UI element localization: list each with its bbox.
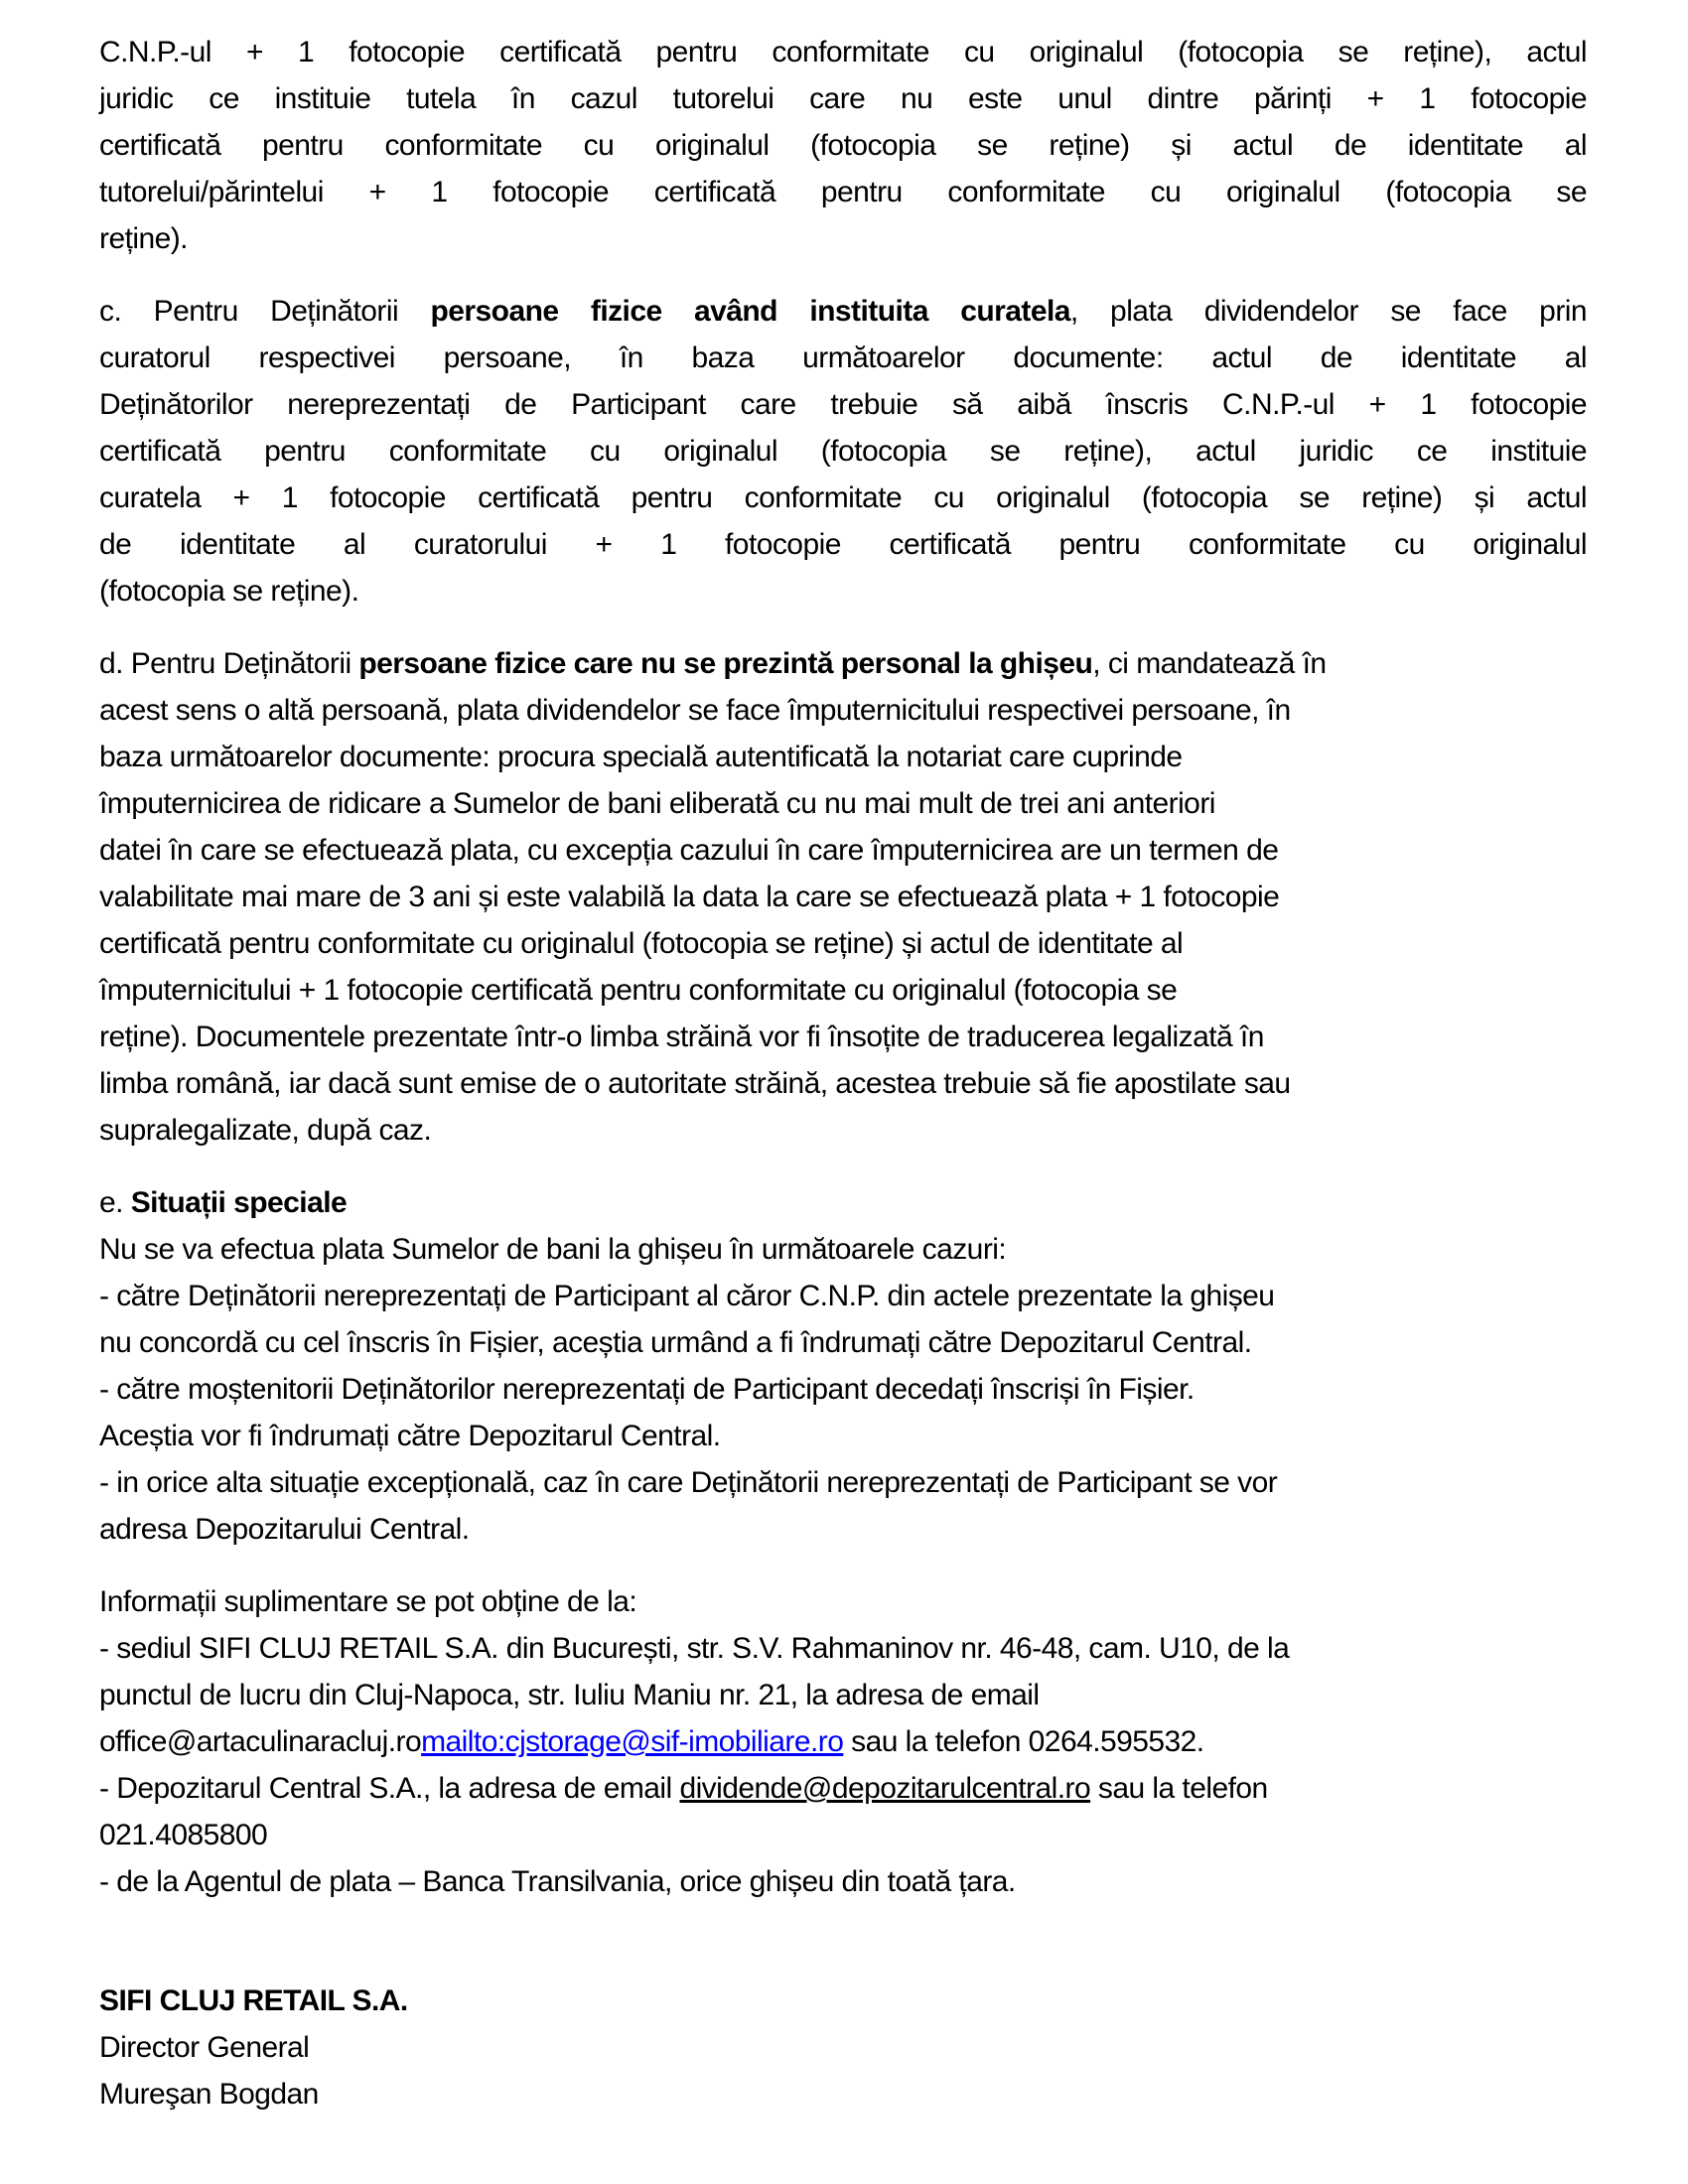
list-item: - de la Agentul de plata – Banca Transilvania, orice ghișeu din toată țara.: [99, 1865, 1016, 1898]
list-item: - către Deținătorii nereprezentați de Participant al căror C.N.P. din actele prezentate la ghișeu: [99, 1280, 1275, 1312]
depozitar-prefix: - Depozitarul Central S.A., la adresa de email: [99, 1772, 680, 1805]
list-item: [99, 1765, 1587, 1812]
text-line: împuternicitului + 1 fotocopie certificată pentru conformitate cu originalul (fotocopia se: [99, 974, 1178, 1007]
text-line: certificată pentru conformitate cu originalul (fotocopia se reține) și actul de identitate al: [99, 927, 1184, 960]
dividende-email-link[interactable]: dividende@depozitarulcentral.ro: [679, 1772, 1091, 1805]
signature-block: [99, 1978, 1587, 2117]
text-line: Deținătorilor nereprezentați de Participant care trebuie să aibă înscris C.N.P.-ul + 1 fotocopie: [99, 388, 1587, 421]
text-line: baza următoarelor documente: procura specială autentificată la notariat care cuprinde: [99, 741, 1183, 773]
section-e-title: Situații speciale: [130, 1186, 348, 1219]
phone-text: sau la telefon 0264.595532.: [843, 1725, 1204, 1758]
text-line: adresa Depozitarului Central.: [99, 1513, 470, 1546]
list-item: - in orice alta situație excepțională, caz în care Deținătorii nereprezentați de Participant se vor: [99, 1466, 1278, 1499]
text-line: curatorul respectivei persoane, în baza următoarelor documente: actul de identitate al: [99, 341, 1587, 374]
paragraph-d-line1-rest: , ci mandatează în: [1092, 647, 1327, 680]
text-line: acest sens o altă persoană, plata dividendelor se face împuternicitului respectivei persoane, în: [99, 694, 1291, 727]
document-page: [99, 29, 1587, 2117]
signature-title: Director General: [99, 2031, 310, 2064]
paragraph-c-emphasis: persoane fizice având instituita curatela: [430, 295, 1070, 328]
paragraph-c-line1-rest: , plata dividendelor se face prin: [1069, 295, 1588, 328]
text-line: punctul de lucru din Cluj-Napoca, str. Iuliu Maniu nr. 21, la adresa de email: [99, 1679, 1040, 1711]
info-intro: Informații suplimentare se pot obține de la:: [99, 1585, 637, 1618]
depozitar-rest: sau la telefon: [1090, 1772, 1268, 1805]
list-item: - sediul SIFI CLUJ RETAIL S.A. din București, str. S.V. Rahmaninov nr. 46-48, cam. U10, de la: [99, 1632, 1290, 1665]
text-line: Nu se va efectua plata Sumelor de bani la ghișeu în următoarele cazuri:: [99, 1233, 1007, 1266]
text-line: curatela + 1 fotocopie certificată pentru conformitate cu originalul (fotocopia se reține) și actul: [99, 481, 1587, 514]
text-line: reține). Documentele prezentate într-o limba străină vor fi însoțite de traducerea legalizată în: [99, 1021, 1264, 1053]
paragraph-b-continuation: [99, 29, 1587, 262]
text-line: limba română, iar dacă sunt emise de o autoritate străină, acestea trebuie să fie apostilate sau: [99, 1067, 1291, 1100]
list-item: - către moștenitorii Deținătorilor nereprezentați de Participant decedați înscriși în Fișier.: [99, 1373, 1195, 1406]
paragraph-d-emphasis: persoane fizice care nu se prezintă personal la ghișeu: [358, 647, 1093, 680]
paragraph-c-prefix: c. Pentru Deținătorii: [99, 295, 431, 328]
office-email-text: office@artaculinaracluj.ro: [99, 1725, 422, 1758]
text-line: juridic ce instituie tutela în cazul tutorelui care nu este unul dintre părinți + 1 fotocopie: [99, 82, 1587, 115]
section-e-prefix: e.: [99, 1186, 131, 1219]
paragraph-d-prefix: d. Pentru Deținătorii: [99, 647, 359, 680]
paragraph-c: [99, 288, 1587, 614]
text-line: (fotocopia se reține).: [99, 575, 359, 608]
text-line: supralegalizate, după caz.: [99, 1114, 432, 1147]
text-line: [99, 288, 1587, 335]
signature-company: SIFI CLUJ RETAIL S.A.: [99, 1984, 408, 2017]
text-line: împuternicirea de ridicare a Sumelor de bani eliberată cu nu mai mult de trei ani anteriori: [99, 787, 1215, 820]
text-line: tutorelui/părintelui + 1 fotocopie certificată pentru conformitate cu originalul (fotocopia se: [99, 176, 1587, 208]
section-e-heading: [99, 1179, 1587, 1226]
signature-name: Mureşan Bogdan: [99, 2078, 319, 2111]
text-line: [99, 1718, 1587, 1765]
text-line: valabilitate mai mare de 3 ani și este valabilă la data la care se efectuează plata + 1 fotocopie: [99, 881, 1280, 913]
spacer: [99, 1931, 1587, 1978]
text-line: datei în care se efectuează plata, cu excepția cazului în care împuternicirea are un termen de: [99, 834, 1279, 867]
section-e-special-situations: [99, 1179, 1587, 1553]
cjstorage-email-link[interactable]: mailto:cjstorage@sif-imobiliare.ro: [421, 1725, 844, 1758]
text-line: certificată pentru conformitate cu originalul (fotocopia se reține) și actul de identitate al: [99, 129, 1587, 162]
text-line: Aceștia vor fi îndrumați către Depozitarul Central.: [99, 1420, 721, 1452]
text-line: nu concordă cu cel înscris în Fișier, aceștia urmând a fi îndrumați către Depozitarul Central.: [99, 1326, 1252, 1359]
depozitar-phone: 021.4085800: [99, 1819, 268, 1851]
text-line: [99, 640, 1587, 687]
additional-info: [99, 1578, 1587, 1905]
text-line: C.N.P.-ul + 1 fotocopie certificată pentru conformitate cu originalul (fotocopia se reține), actul: [99, 36, 1587, 68]
paragraph-d: [99, 640, 1587, 1154]
text-line: reține).: [99, 222, 188, 255]
text-line: certificată pentru conformitate cu originalul (fotocopia se reține), actul juridic ce instituie: [99, 435, 1587, 468]
text-line: de identitate al curatorului + 1 fotocopie certificată pentru conformitate cu originalul: [99, 528, 1587, 561]
